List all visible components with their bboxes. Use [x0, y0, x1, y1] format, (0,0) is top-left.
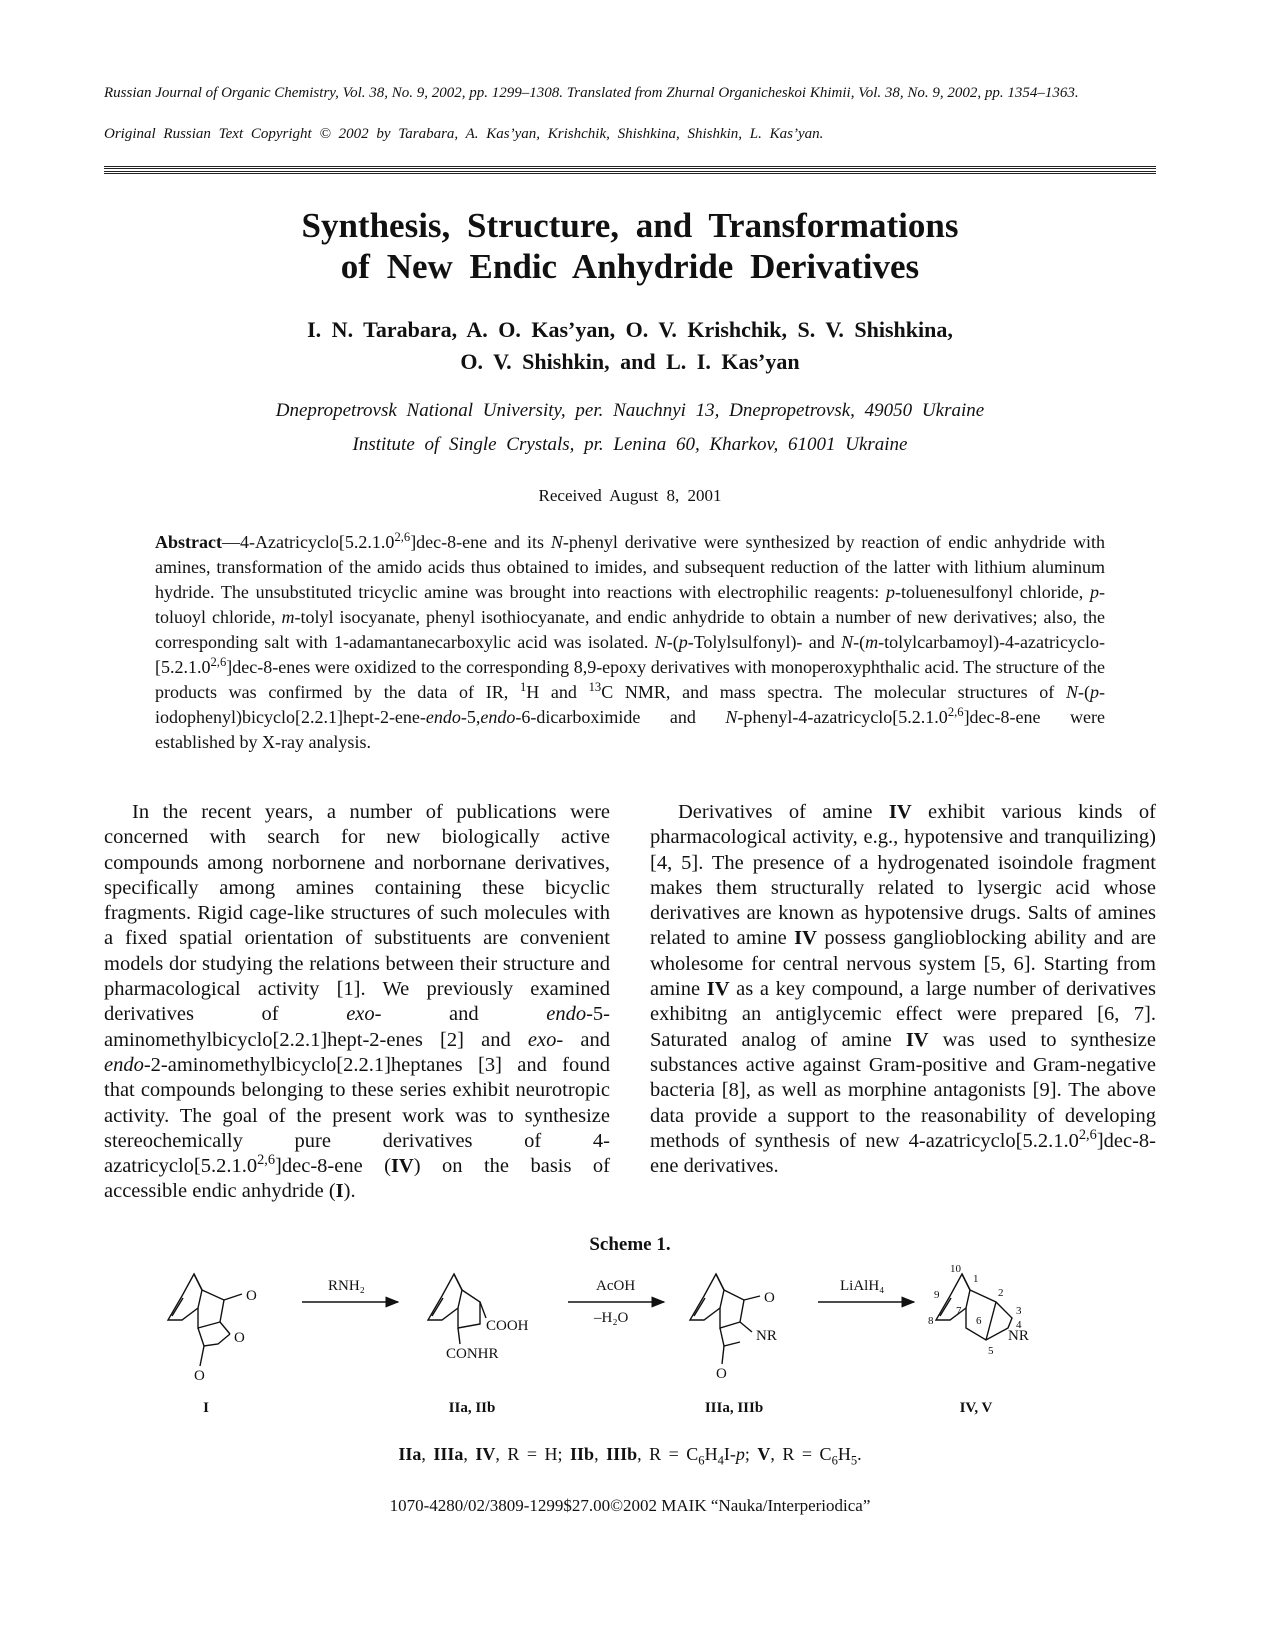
paragraph: Derivatives of amine IV exhibit various kinds of pharmacological activity, e.g., hypotensive and tranquilizing) [4, 5]. The presence of a hydrogenated isoindole fragment makes them structurally related to lysergic acid whose derivatives are known as hypotensive drugs. Salts of amines related to amine IV possess ganglioblocking ability and are wholesome for central nervous system [5, 6]. Starting from amine IV as a key compound, a large number of derivatives exhibitng an antiglycemic effect were prepared [6, 7]. Saturated analog of amine IV was used to synthesize substances active against Gram-positive and Gram-negative bacteria [8], as well as morphine antagonists [9]. The above data provide a support to the reasonability of developing methods of synthesis of new 4-azatricyclo[5.2.1.0$^{2,6}$]dec-8-ene derivatives.	[650, 801, 1157, 1178]
atom-number: 9	[934, 1289, 940, 1301]
reagent-water-loss: –H₂O	[594, 1310, 629, 1326]
abstract-label: Abstract	[155, 532, 222, 552]
structure-III	[690, 1274, 760, 1364]
structure-I	[168, 1274, 242, 1366]
atom-label: O	[194, 1368, 205, 1384]
atom-label: O	[716, 1366, 727, 1382]
reagent-lialh4: LiAlH₄	[840, 1278, 885, 1294]
body-column-right	[650, 800, 1156, 1179]
reagent-acoh: AcOH	[596, 1278, 636, 1294]
compound-label: I	[203, 1400, 209, 1416]
article-title	[104, 205, 1156, 287]
reaction-scheme	[150, 1262, 1090, 1422]
atom-number: 1	[973, 1273, 979, 1285]
authors-line-2: O. V. Shishkin, and L. I. Kas’yan	[460, 349, 800, 374]
atom-number: 4	[1016, 1319, 1022, 1331]
atom-number: 5	[988, 1345, 994, 1357]
compound-label: IIa, IIb	[448, 1400, 496, 1416]
received-date: Received August 8, 2001	[538, 486, 722, 505]
title-line-2: of New Endic Anhydride Derivatives	[340, 247, 920, 286]
header-rule	[104, 166, 1156, 174]
atom-number: 6	[976, 1315, 982, 1327]
conhr-label: CONHR	[446, 1346, 499, 1362]
atom-label: O	[234, 1330, 245, 1346]
body-column-left	[104, 800, 610, 1205]
author-list	[104, 314, 1156, 378]
compound-label: IV, V	[959, 1400, 993, 1416]
atom-number: 8	[928, 1315, 934, 1327]
nr-label: NR	[1008, 1328, 1029, 1344]
journal-citation: Russian Journal of Organic Chemistry, Vol. 38, No. 9, 2002, pp. 1299–1308. Translated from Zhurnal Organicheskoi Khimii, Vol. 38, No. 9, 2002, pp. 1354–1363.	[104, 85, 1079, 101]
reagent-rnh2: RNH₂	[328, 1278, 365, 1294]
cooh-label: COOH	[486, 1318, 529, 1334]
atom-number: 3	[1016, 1305, 1022, 1317]
nr-label: NR	[756, 1328, 777, 1344]
structure-II	[428, 1274, 486, 1344]
atom-label: O	[764, 1290, 775, 1306]
atom-number: 10	[950, 1263, 961, 1275]
scheme-legend: IIa, IIIa, IV, R = H; IIb, IIIb, $R = C_6H_4I-p$; V, $R = C_6H_5$.	[398, 1444, 862, 1468]
atom-number: 7	[956, 1305, 962, 1317]
atom-label: O	[246, 1288, 257, 1304]
copyright-line: Original Russian Text Copyright © 2002 by Tarabara, A. Kas’yan, Krishchik, Shishkina, Shishkin, L. Kas’yan.	[104, 126, 824, 142]
compound-label: IIIa, IIIb	[704, 1400, 764, 1416]
scheme-title: Scheme 1.	[589, 1234, 671, 1255]
abstract: Abstract—4-Azatricyclo[5.2.1.0$^{2,6}$]dec-8-ene and its N-phenyl derivative were synthesized by reaction of endic anhydride with amines, transformation of the amido acids thus obtained to imides, and subsequent reduction of the latter with lithium aluminum hydride. The unsubstituted tricyclic amine was brought into reactions with electrophilic reagents: p-toluenesulfonyl chloride, p-toluoyl chloride, m-tolyl isocyanate, phenyl isothiocyanate, and endic anhydride to obtain a number of new derivatives; also, the corresponding salt with 1-adamantanecarboxylic acid was isolated. N-(p-Tolylsulfonyl)- and N-(m-tolylcarbamoyl)-4-azatricyclo-[5.2.1.0$^{2,6}$]dec-8-enes were oxidized to the corresponding 8,9-epoxy derivatives with monoperoxyphthalic acid. The structure of the products was confirmed by the data of IR, $^1$H and $^{13}$C NMR, and mass spectra. The molecular structures of N-(p-iodophenyl)bicyclo[2.2.1]hept-2-ene-endo-5,endo-6-dicarboximide and N-phenyl-4-azatricyclo[5.2.1.0$^{2,6}$]dec-8-ene were established by X-ray analysis.	[155, 530, 1106, 752]
paragraph: In the recent years, a number of publications were concerned with search for new biologically active compounds among norbornene and norbornane derivatives, specifically among amines containing these bicyclic fragments. Rigid cage-like structures of such molecules with a fixed spatial orientation of substituents are convenient models dor studying the relations between their structure and pharmacological activity [1]. We previously examined derivatives of exo- and endo-5-aminomethylbicyclo[2.2.1]hept-2-enes [2] and exo- and endo-2-aminomethylbicyclo[2.2.1]heptanes [3] and found that compounds belonging to these series exhibit neurotropic activity. The goal of the present work was to synthesize stereochemically pure derivatives of 4-azatricyclo[5.2.1.0$^{2,6}$]dec-8-ene (IV) on the basis of accessible endic anhydride (I).	[104, 801, 610, 1203]
affiliation-2: Institute of Single Crystals, pr. Lenina 60, Kharkov, 61001 Ukraine	[352, 434, 908, 455]
affiliation-1: Dnepropetrovsk National University, per. Nauchnyi 13, Dnepropetrovsk, 49050 Ukraine	[275, 400, 985, 421]
atom-number: 2	[998, 1287, 1004, 1299]
title-line-1: Synthesis, Structure, and Transformations	[301, 206, 959, 245]
footer-copyright: 1070-4280/02/3809-1299$27.00©2002 MAIK “Nauka/Interperiodica”	[389, 1496, 871, 1515]
authors-line-1: I. N. Tarabara, A. O. Kas’yan, O. V. Krishchik, S. V. Shishkina,	[307, 317, 953, 342]
